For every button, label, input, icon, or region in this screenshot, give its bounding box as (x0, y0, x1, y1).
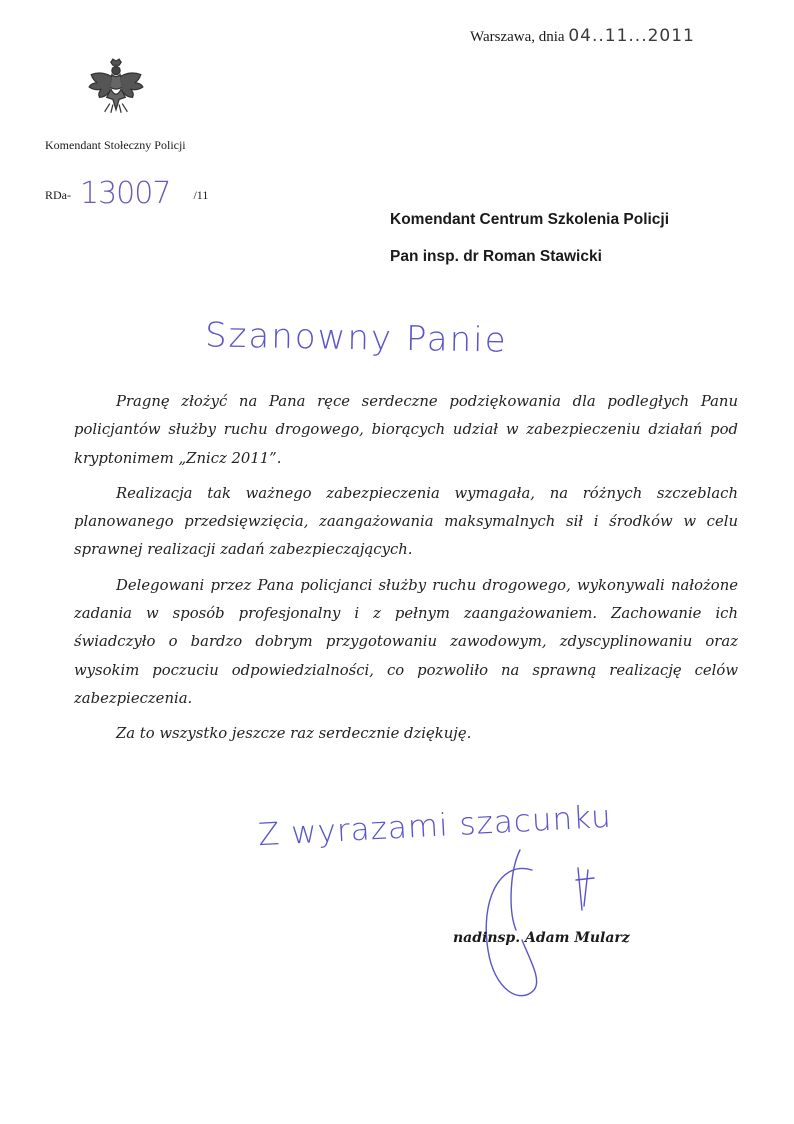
polish-eagle-emblem-icon (85, 56, 147, 118)
handwritten-signature-icon (470, 840, 610, 1010)
ref-suffix: /11 (193, 188, 209, 202)
greeting-handwritten: Szanowny Panie (204, 315, 508, 361)
addressee-line-2: Pan insp. dr Roman Stawicki (390, 248, 602, 265)
body-paragraph-1: Pragnę złożyć na Pana ręce serdeczne podziękowania dla podległych Panu policjantów służby ruchu drogowego, biorących udział w zabezpieczeniu działań pod kryptonimem „Znicz 2011”. (74, 393, 738, 467)
ref-prefix: RDa- (45, 188, 71, 202)
date-prefix: Warszawa, dnia (470, 29, 565, 45)
body-paragraph-3: Delegowani przez Pana policjanci służby ruchu drogowego, wykonywali nałożone zadania w sposób profesjonalny i z pełnym zaangażowaniem. Zachowanie ich świadczyło o bardzo dobrym przygotowaniu zawodowym, zdyscyplinowaniu oraz wysokim poczuciu odpowiedzialności, co pozwoliło na sprawną realizację celów zabezpieczenia. (74, 576, 738, 707)
date-line (470, 26, 695, 46)
date-handwritten: 04..11...2011 (568, 26, 695, 46)
closing-handwritten: Z wyrazami szacunku (257, 798, 613, 854)
letter-body (74, 388, 738, 756)
body-paragraph-4: Za to wszystko jeszcze raz serdecznie dziękuję. (116, 725, 472, 743)
addressee-line-1: Komendant Centrum Szkolenia Policji (390, 211, 670, 228)
signer-name: nadinsp. Adam Mularz (453, 930, 630, 946)
reference-number (45, 172, 209, 211)
issuer-label: Komendant Stołeczny Policji (45, 138, 186, 152)
ref-number-handwritten: 13007 (80, 176, 171, 211)
body-paragraph-2: Realizacja tak ważnego zabezpieczenia wymagała, na różnych szczeblach planowanego przedsięwzięcia, zaangażowania maksymalnych sił i środków w celu sprawnej realizacji zadań zabezpieczających. (74, 484, 738, 559)
